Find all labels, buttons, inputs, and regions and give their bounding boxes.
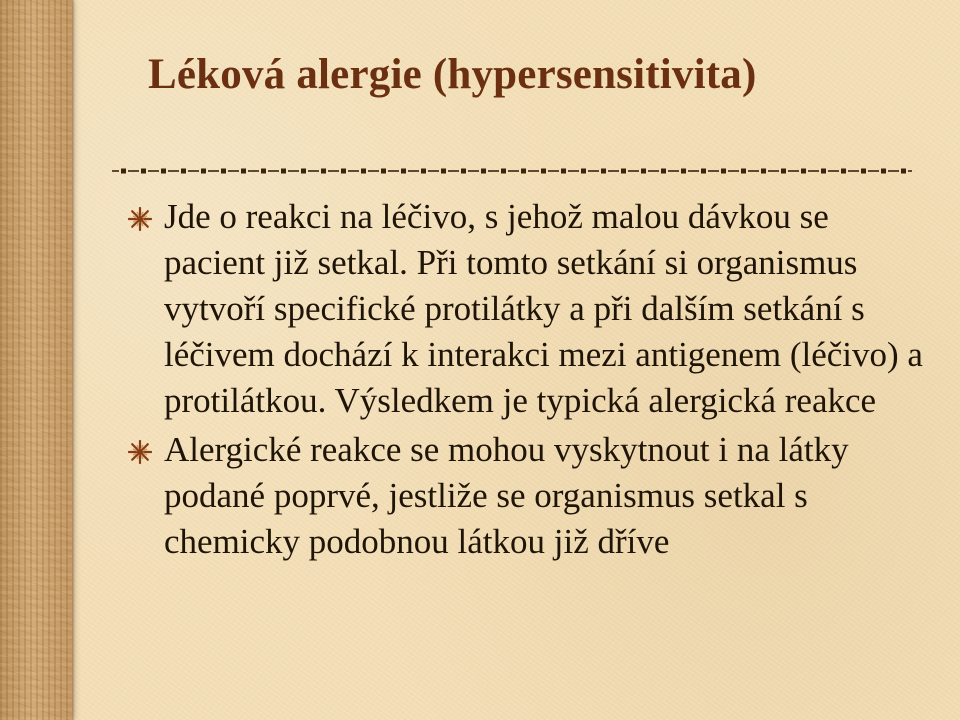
bullet-text-2: Alergické reakce se mohou vyskytnout i na látky podané poprvé, jestliže se organismus setkal s chemicky podobnou látkou již dříve bbox=[164, 430, 849, 561]
bullet-item-1 bbox=[128, 194, 928, 424]
starburst-bullet-icon bbox=[128, 207, 152, 231]
left-strip-shadow bbox=[72, 0, 75, 720]
slide-title: Léková alergie (hypersensitivita) bbox=[148, 51, 757, 98]
divider-pattern bbox=[112, 169, 912, 174]
bullet-item-2 bbox=[128, 427, 928, 565]
decorative-left-strip bbox=[0, 0, 72, 720]
starburst-bullet-icon bbox=[128, 440, 152, 464]
bullet-list bbox=[128, 194, 928, 565]
title-divider bbox=[112, 165, 927, 177]
bullet-text-1: Jde o reakci na léčivo, s jehož malou dávkou se pacient již setkal. Při tomto setkání si organismus vytvoří specifické protilátky a při dalším setkání s léčivem dochází k interakci mezi antigenem (léčivo) a protilátkou. Výsledkem je typická alergická reakce bbox=[164, 197, 923, 420]
